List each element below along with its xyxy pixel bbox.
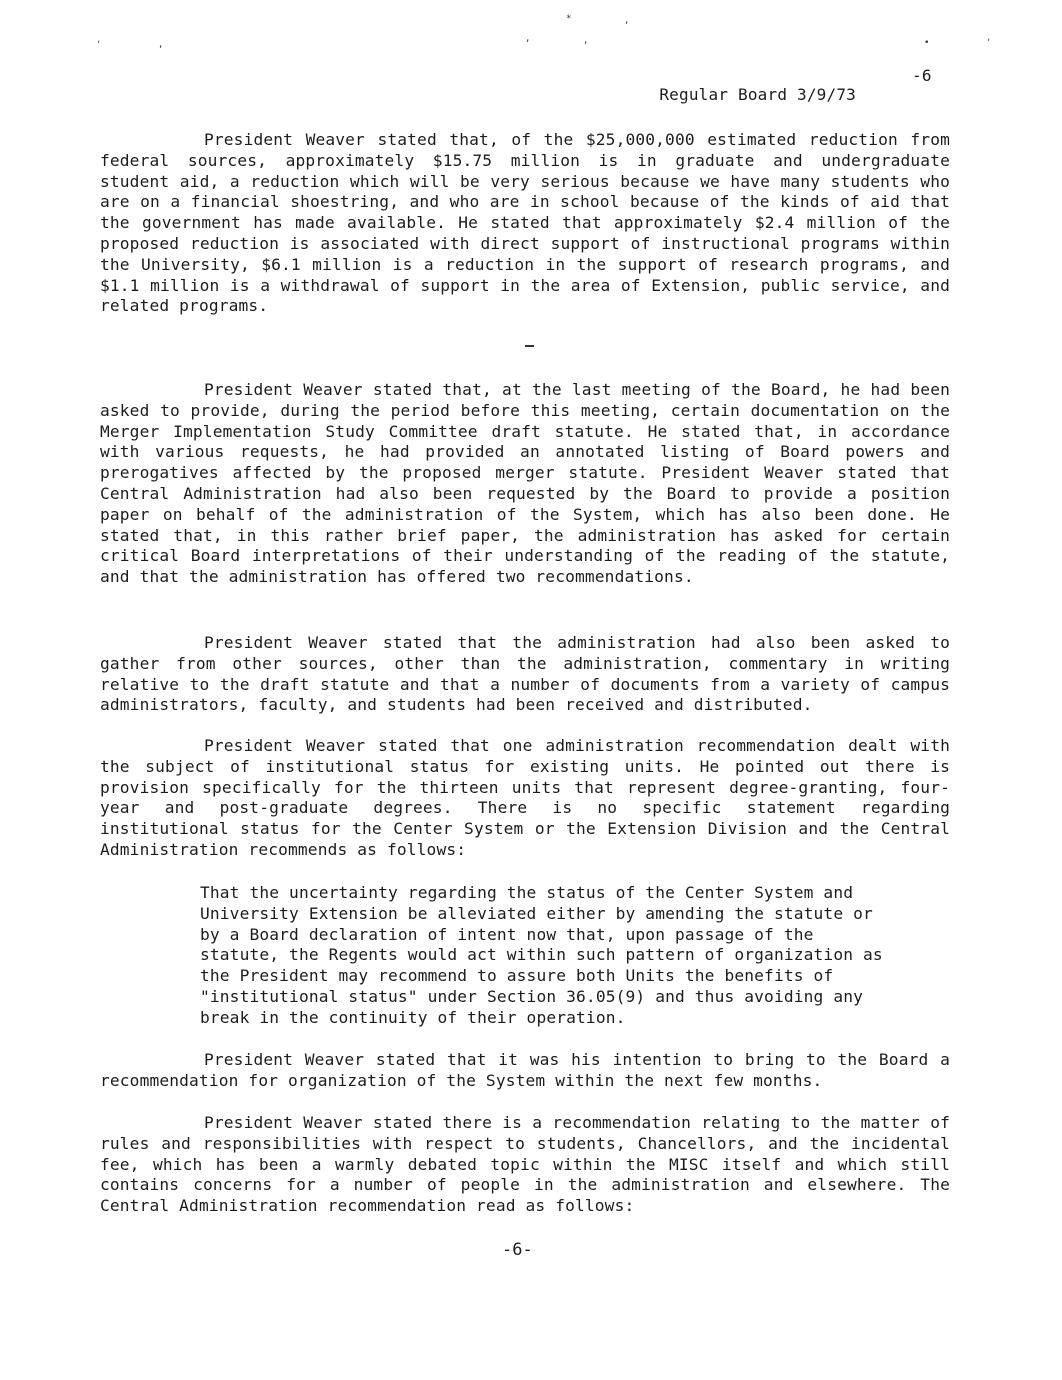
header-page-number: -6 [912, 66, 932, 85]
paragraph-institutional-status: President Weaver stated that one administration recommendation dealt with the subject of institutional status for existing units. He pointed out there is provision specifically for the thirteen units that represent degree-granting, four-year and post-graduate degrees. There is no specific statement regarding institutional status for the Center System or the Extension Division and the Central Administration recommends as follows: [100, 736, 950, 859]
recommendation-quote: That the uncertainty regarding the status of the Center System and University Extension be alleviated either by amending the statute or by a Board declaration of intent now that, upon passage of the statute, the Regents would act within such pattern of organization as the President may recommend to assure both Units the benefits of "institutional status" under Section 36.05(9) and thus avoiding any break in the continuity of their operation. [200, 883, 883, 1027]
paragraph-documentation: President Weaver stated that, at the last meeting of the Board, he had been asked to provide, during the period before this meeting, certain documentation on the Merger Implementation Study Committee draft statute. He stated that, in accordance with various requests, he had provided an annotated listing of Board powers and prerogatives affected by the proposed merger statute. President Weaver stated that Central Administration had also been requested by the Board to provide a position paper on behalf of the administration of the System, which has also been done. He stated that, in this rather brief paper, the administration has asked for certain critical Board interpretations of their understanding of the reading of the statute, and that the administration has offered two recommendations. [100, 380, 950, 587]
header-title: Regular Board 3/9/73 [659, 85, 856, 104]
paragraph-organization: President Weaver stated that it was his intention to bring to the Board a recommendation for organization of the System within the next few months. [100, 1050, 950, 1090]
footer-page-mark: -6- [502, 1240, 533, 1260]
paragraph-rules-responsibilities: President Weaver stated there is a recommendation relating to the matter of rules and responsibilities with respect to students, Chancellors, and the incidental fee, which has been a warmly debated topic within the MISC itself and which still contains concerns for a number of people in the administration and elsewhere. The Central Administration recommendation read as follows: [100, 1113, 950, 1216]
paragraph-commentary: President Weaver stated that the administration had also been asked to gather from other sources, other than the administration, commentary in writing relative to the draft statute and that a number of documents from a variety of campus administrators, faculty, and students had been received and distributed. [100, 633, 950, 715]
stray-mark [525, 345, 534, 347]
paragraph-federal-reduction: President Weaver stated that, of the $25,000,000 estimated reduction from federal sources, approximately $15.75 million is in graduate and undergraduate student aid, a reduction which will be very serious because we have many students who are on a financial shoestring, and who are in school because of the kinds of aid that the government has made available. He stated that approximately $2.4 million of the proposed reduction is associated with direct support of instructional programs within the University, $6.1 million is a reduction in the support of research programs, and $1.1 million is a withdrawal of support in the area of Extension, public service, and related programs. [100, 130, 950, 316]
document-page: ' , , * , , • ' Regular Board 3/9/73 -6 President Weaver stated that, of the $25,000,000 estimated reduction from federal sources, approximately $15.75 million is in graduate and undergraduate student aid, a reduction which will be very serious because we have many students who are on a financial shoestring, and who are in school because of the kinds of aid that the government has made available. He stated that approximately $2.4 million of the proposed reduction is associated with direct support of instructional programs within the University, $6.1 million is a reduction in the support of research programs, and $1.1 million is a withdrawal of support in the area of Extension, public service, and related programs. President Weaver stated that, at the last meeting of the Board, he had been asked to provide, during the period before this meeting, certain documentation on the Merger Implementation Study Committee draft statute. He stated that, in accordance with various requests, he had provided an annotated listing of Board powers and prerogatives affected by the proposed merger statute. President Weaver stated that Central Administration had also been requested by the Board to provide a position paper on behalf of the administration of the System, which has also been done. He stated that, in this rather brief paper, the administration has asked for certain critical Board interpretations of their understanding of the reading of the statute, and that the administration has offered two recommendations. President Weaver stated that the administration had also been asked to gather from other sources, other than the administration, commentary in writing relative to the draft statute and that a number of documents from a variety of campus administrators, faculty, and students had been received and distributed. President Weaver stated that one administration recommendation dealt with the subject of institutional status for existing units. He pointed out there is provision specifically for the thirteen units that represent degree-granting, four-year and post-graduate degrees. There is no specific statement regarding institutional status for the Center System or the Extension Division and the Central Administration recommends as follows: That the uncertainty regarding the status of the Center System and University Extension be alleviated either by amending the statute or by a Board declaration of intent now that, upon passage of the statute, the Regents would act within such pattern of organization as the President may recommend to assure both Units the benefits of "institutional status" under Section 36.05(9) and thus avoiding any break in the continuity of their operation. President Weaver stated that it was his intention to bring to the Board a recommendation for organization of the System within the next few months. President Weaver stated there is a recommendation relating to the matter of rules and responsibilities with respect to students, Chancellors, and the incidental fee, which has been a warmly debated topic within the MISC itself and which still contains concerns for a number of people in the administration and elsewhere. The Central Administration recommendation read as follows: -6- [96, 14, 992, 1260]
